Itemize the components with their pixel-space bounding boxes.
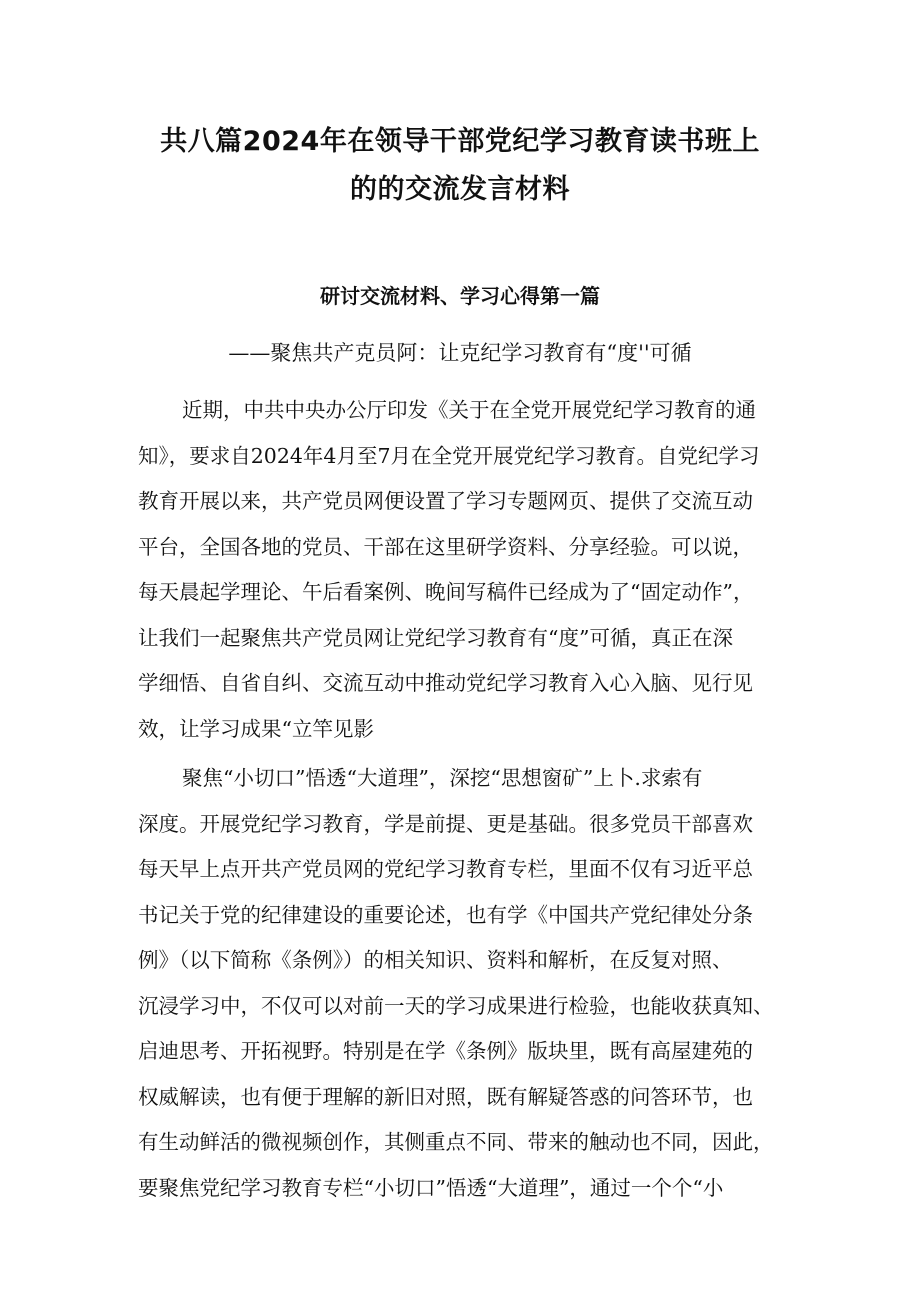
section-subtitle: ——聚焦共产克员阿：让克纪学习教育有“度''可循 bbox=[228, 341, 692, 365]
paragraph-line: 启迪思考、开拓视野。特别是在学《条例》版块里，既有高屋建苑的 bbox=[138, 1039, 753, 1063]
paragraph-line: 沉浸学习中，不仅可以对前一天的学习成果进行检验，也能收获真知、 bbox=[138, 993, 774, 1018]
paragraph-line: 权威解读，也有便于理解的新旧对照，既有解疑答惑的问答环节，也 bbox=[138, 1084, 753, 1109]
paragraph-line: 例》（以下简称《条例》）的相关知识、资料和解析，在反复对照、 bbox=[138, 948, 733, 972]
paragraph-line: 让我们一起聚焦共产党员网让党纪学习教育有“度”可循，真正在深 bbox=[138, 625, 733, 650]
paragraph-line: 深度。开展党纪学习教育，学是前提、更是基础。很多党员干部喜欢 bbox=[138, 811, 753, 836]
paragraph-line: 近期，中共中央办公厅印发《关于在全党开展党纪学习教育的通 bbox=[182, 398, 756, 422]
paragraph-line: 聚焦“小切口”悟透“大道理”，深挖“思想窗矿”上卜.求索有 bbox=[182, 766, 703, 790]
paragraph-2 bbox=[138, 756, 788, 1211]
document-title bbox=[140, 118, 780, 214]
paragraph-line: 知》，要求自2024年4月至7月在全党开展党纪学习教育。自党纪学习 bbox=[138, 443, 760, 468]
paragraph-1 bbox=[138, 388, 788, 752]
paragraph-line: 学细悟、自省自纠、交流互动中推动党纪学习教育入心入脑、见行见 bbox=[138, 671, 753, 695]
paragraph-line: 每天早上点开共产党员网的党纪学习教育专栏，里面不仅有习近平总 bbox=[138, 857, 753, 881]
paragraph-line: 书记关于党的纪律建设的重要论述，也有学《中国共产党纪律处分条 bbox=[138, 902, 753, 927]
paragraph-line: 平台，全国各地的党员、干部在这里研学资料、分享经验。可以说， bbox=[138, 534, 753, 559]
paragraph-line: 教育开展以来，共产党员网便设置了学习专题网页、提供了交流互动 bbox=[138, 489, 753, 513]
paragraph-line: 效，让学习成果“立竿见影 bbox=[138, 716, 374, 741]
section-heading: 研讨交流材料、学习心得第一篇 bbox=[320, 284, 600, 308]
paragraph-line: 要聚焦党纪学习教育专栏“小切口”悟透“大道理”，通过一个个“小 bbox=[138, 1175, 724, 1200]
paragraph-line: 有生动鲜活的微视频创作，其侧重点不同、带来的触动也不同，因此， bbox=[138, 1130, 774, 1154]
title-line-1: 共八篇2024年在领导干部党纪学习教育读书班上 bbox=[160, 126, 760, 157]
title-line-2: 的的交流发言材料 bbox=[350, 174, 570, 205]
paragraph-line: 每天晨起学理论、午后看案例、晚间写稿件已经成为了“固定动作”， bbox=[138, 580, 754, 604]
